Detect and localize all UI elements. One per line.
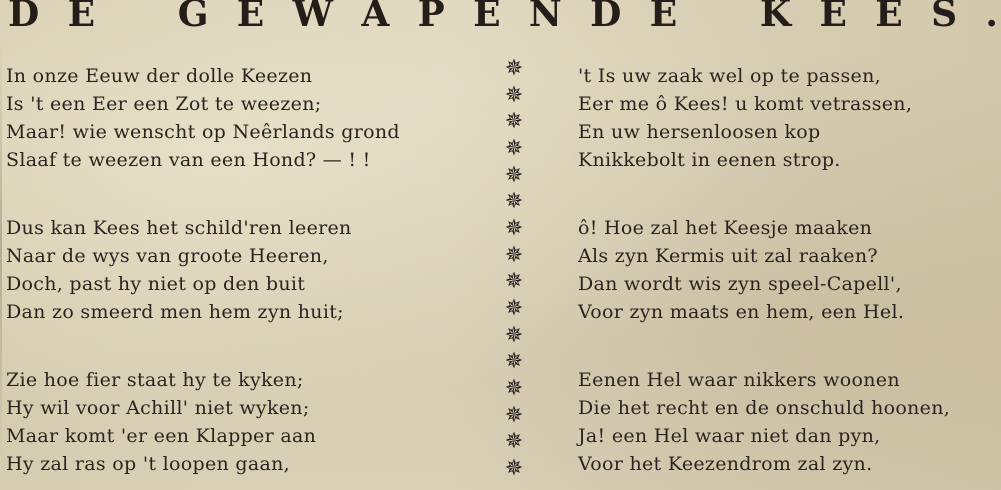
verse-line: Hy zal ras op 't loopen gaan, [6,453,290,475]
stanza-right-3 [578,366,950,478]
verse-line: Voor zyn maats en hem, een Hel. [578,301,905,323]
stanza-left-3 [6,366,316,478]
verse-line: Die het recht en de onschuld hoonen, [578,397,951,419]
verse-line: Eenen Hel waar nikkers woonen [578,369,900,391]
title-letter: A [361,0,390,35]
title-letter: K [759,0,792,35]
title-letter: D [590,0,622,35]
star-ornament-icon: ✵ [504,162,524,188]
title-letter: E [473,0,501,35]
stanza-right-1 [578,62,912,174]
verse-line: Slaaf te weezen van een Hond? — ! ! [6,149,371,171]
verse-line: Naar de wys van groote Heeren, [6,245,329,267]
star-ornament-icon: ✵ [504,429,524,455]
star-ornament-icon: ✵ [504,135,524,161]
star-ornament-icon: ✵ [504,109,524,135]
verse-line: Maar! wie wenscht op Neêrlands grond [6,121,400,143]
title-letter: S [931,0,958,35]
stanza-right-2 [578,214,904,326]
star-ornament-icon: ✵ [504,269,524,295]
star-ornament-icon: ✵ [504,56,524,81]
star-ornament-icon: ✵ [504,375,524,401]
verse-line: Dus kan Kees het schild'ren leeren [6,217,352,239]
star-divider [498,58,530,480]
star-ornament-icon: ✵ [504,242,524,268]
title-letter: W [292,0,334,35]
verse-line: Hy wil voor Achill' niet wyken; [6,397,310,419]
verse-line: Doch, past hy niet op den buit [6,273,306,295]
title-letter: N [528,0,562,35]
poem-title [8,0,998,42]
star-ornament-icon: ✵ [504,402,524,428]
star-ornament-icon: ✵ [504,455,524,481]
verse-line: Voor het Keezendrom zal zyn. [578,453,873,475]
verse-line: Knikkebolt in eenen strop. [578,149,841,171]
verse-line: 't Is uw zaak wel op te passen, [578,65,881,87]
verse-line: Is 't een Eer een Zot te weezen; [6,93,322,115]
verse-line: Dan zo smeerd men hem zyn huit; [6,301,344,323]
verse-line: Zie hoe fier staat hy te kyken; [6,369,304,391]
star-ornament-icon: ✵ [504,189,524,215]
title-letter: D [8,0,40,35]
star-ornament-icon: ✵ [504,82,524,108]
star-ornament-icon: ✵ [504,215,524,241]
title-letter: E [236,0,265,35]
title-letter: E [875,0,903,35]
title-letter: P [417,0,445,35]
title-letter: . [985,0,998,35]
stanza-left-1 [6,62,400,174]
verse-line: Maar komt 'er een Klapper aan [6,425,317,447]
title-letter: E [819,0,847,35]
verse-line: In onze Eeuw der dolle Keezen [6,65,313,87]
verse-line: Ja! een Hel waar niet dan pyn, [578,425,881,447]
paper-edge-shadow [0,40,2,460]
verse-line: En uw hersenloosen kop [578,121,821,143]
stanza-left-2 [6,214,352,326]
title-letter: E [67,0,96,35]
title-letter: G [177,0,209,35]
star-ornament-icon: ✵ [504,295,524,321]
star-ornament-icon: ✵ [504,349,524,375]
verse-line: Als zyn Kermis uit zal raaken? [578,245,878,267]
verse-line: Dan wordt wis zyn speel-Capell', [578,273,902,295]
title-letter: E [649,0,678,35]
star-ornament-icon: ✵ [504,322,524,348]
verse-line: Eer me ô Kees! u komt vetrassen, [578,93,913,115]
verse-line: ô! Hoe zal het Keesje maaken [578,217,873,239]
